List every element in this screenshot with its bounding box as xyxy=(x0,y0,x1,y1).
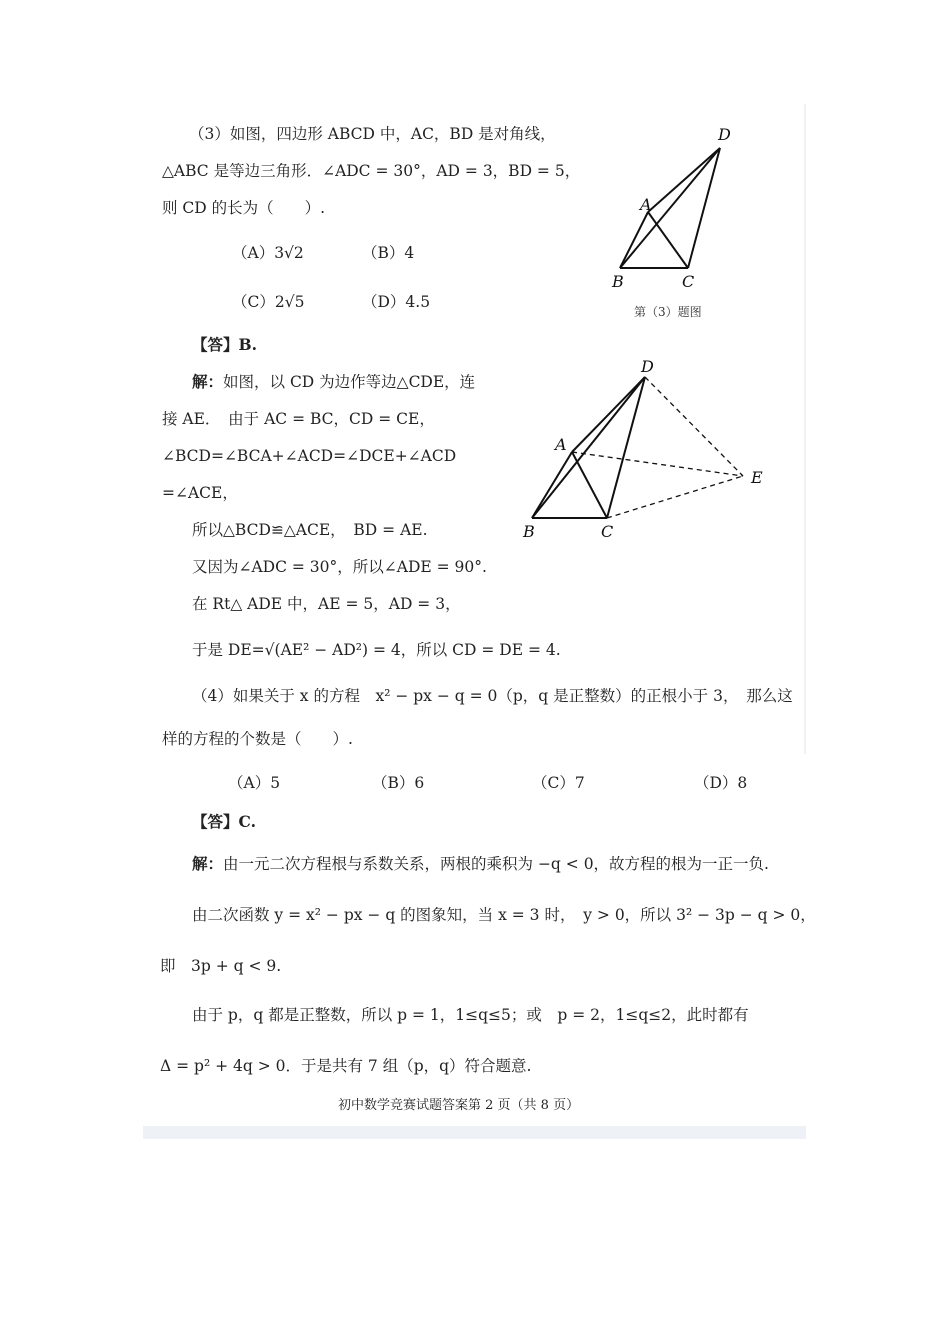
figure-q3-caption: 第（3）题图 xyxy=(634,305,702,319)
fig2-label-e: E xyxy=(751,468,763,487)
q3-option-c: （C）2√5 xyxy=(232,293,305,311)
q4-line-1: （4）如果关于 x 的方程 x² − px − q = 0（p，q 是正整数）的正根小于 3， 那么这 xyxy=(192,687,793,705)
q4-option-d: （D）8 xyxy=(694,774,748,792)
q4-line-2: 样的方程的个数是（ ）. xyxy=(162,730,353,748)
q3-solution-line-7: 在 Rt△ ADE 中，AE = 5，AD = 3， xyxy=(192,595,461,613)
q3-solution-line-1 xyxy=(192,372,475,392)
q4-solution-line-1 xyxy=(192,854,769,874)
q4-option-a: （A）5 xyxy=(228,774,281,792)
q3-answer: 【答】B. xyxy=(192,335,257,354)
figure-q3-solution xyxy=(515,355,775,545)
q3-option-a: （A）3√2 xyxy=(232,244,304,262)
page-bottom-bar xyxy=(143,1126,806,1139)
q3-solution-line-4: =∠ACE， xyxy=(162,484,238,502)
q4-answer: 【答】C. xyxy=(192,812,256,831)
fig1-label-c: C xyxy=(682,272,695,291)
q3-solution-text-1: 如图，以 CD 为边作等边△CDE，连 xyxy=(223,373,476,391)
fig2-label-c: C xyxy=(601,522,614,541)
figure-q3 xyxy=(600,120,760,295)
page-footer: 初中数学竞赛试题答案第 2 页（共 8 页） xyxy=(338,1098,580,1113)
q4-option-b: （B）6 xyxy=(372,774,425,792)
fig1-label-a: A xyxy=(640,195,652,214)
q3-solution-label: 解： xyxy=(192,372,224,391)
q3-line-1: （3）如图，四边形 ABCD 中，AC，BD 是对角线， xyxy=(189,125,556,143)
q4-solution-label: 解： xyxy=(192,854,224,873)
q4-solution-line-4: 由于 p，q 都是正整数，所以 p = 1，1≤q≤5；或 p = 2，1≤q≤2，此时都有 xyxy=(192,1006,749,1024)
page-edge-rule xyxy=(804,104,806,754)
fig2-label-b: B xyxy=(523,522,535,541)
q3-solution-line-8: 于是 DE=√(AE² − AD²) = 4，所以 CD = DE = 4. xyxy=(192,641,561,659)
q3-solution-line-6: 又因为∠ADC = 30°，所以∠ADE = 90°. xyxy=(192,558,487,576)
q4-solution-text-1: 由一元二次方程根与系数关系，两根的乘积为 −q < 0，故方程的根为一正一负. xyxy=(223,855,769,873)
q3-option-d: （D）4.5 xyxy=(362,293,431,311)
fig2-label-d: D xyxy=(641,357,654,376)
q3-line-2: △ABC 是等边三角形．∠ADC = 30°，AD = 3，BD = 5， xyxy=(162,162,581,180)
q3-option-b: （B）4 xyxy=(362,244,415,262)
q4-solution-line-2: 由二次函数 y = x² − px − q 的图象知，当 x = 3 时， y > 0，所以 3² − 3p − q > 0， xyxy=(192,906,816,924)
q3-solution-line-5: 所以△BCD≌△ACE， BD = AE. xyxy=(192,521,428,539)
q4-solution-line-3: 即 3p + q < 9. xyxy=(160,957,282,975)
fig2-label-a: A xyxy=(555,435,567,454)
q4-option-c: （C）7 xyxy=(532,774,585,792)
fig1-label-d: D xyxy=(718,125,731,144)
fig1-label-b: B xyxy=(612,272,624,291)
q3-line-3: 则 CD 的长为（ ）. xyxy=(162,199,326,217)
q4-solution-line-5: Δ = p² + 4q > 0．于是共有 7 组（p，q）符合题意. xyxy=(160,1057,532,1075)
q3-solution-line-3: ∠BCD=∠BCA+∠ACD=∠DCE+∠ACD xyxy=(162,447,457,465)
q3-solution-line-2: 接 AE． 由于 AC = BC，CD = CE， xyxy=(162,410,435,428)
